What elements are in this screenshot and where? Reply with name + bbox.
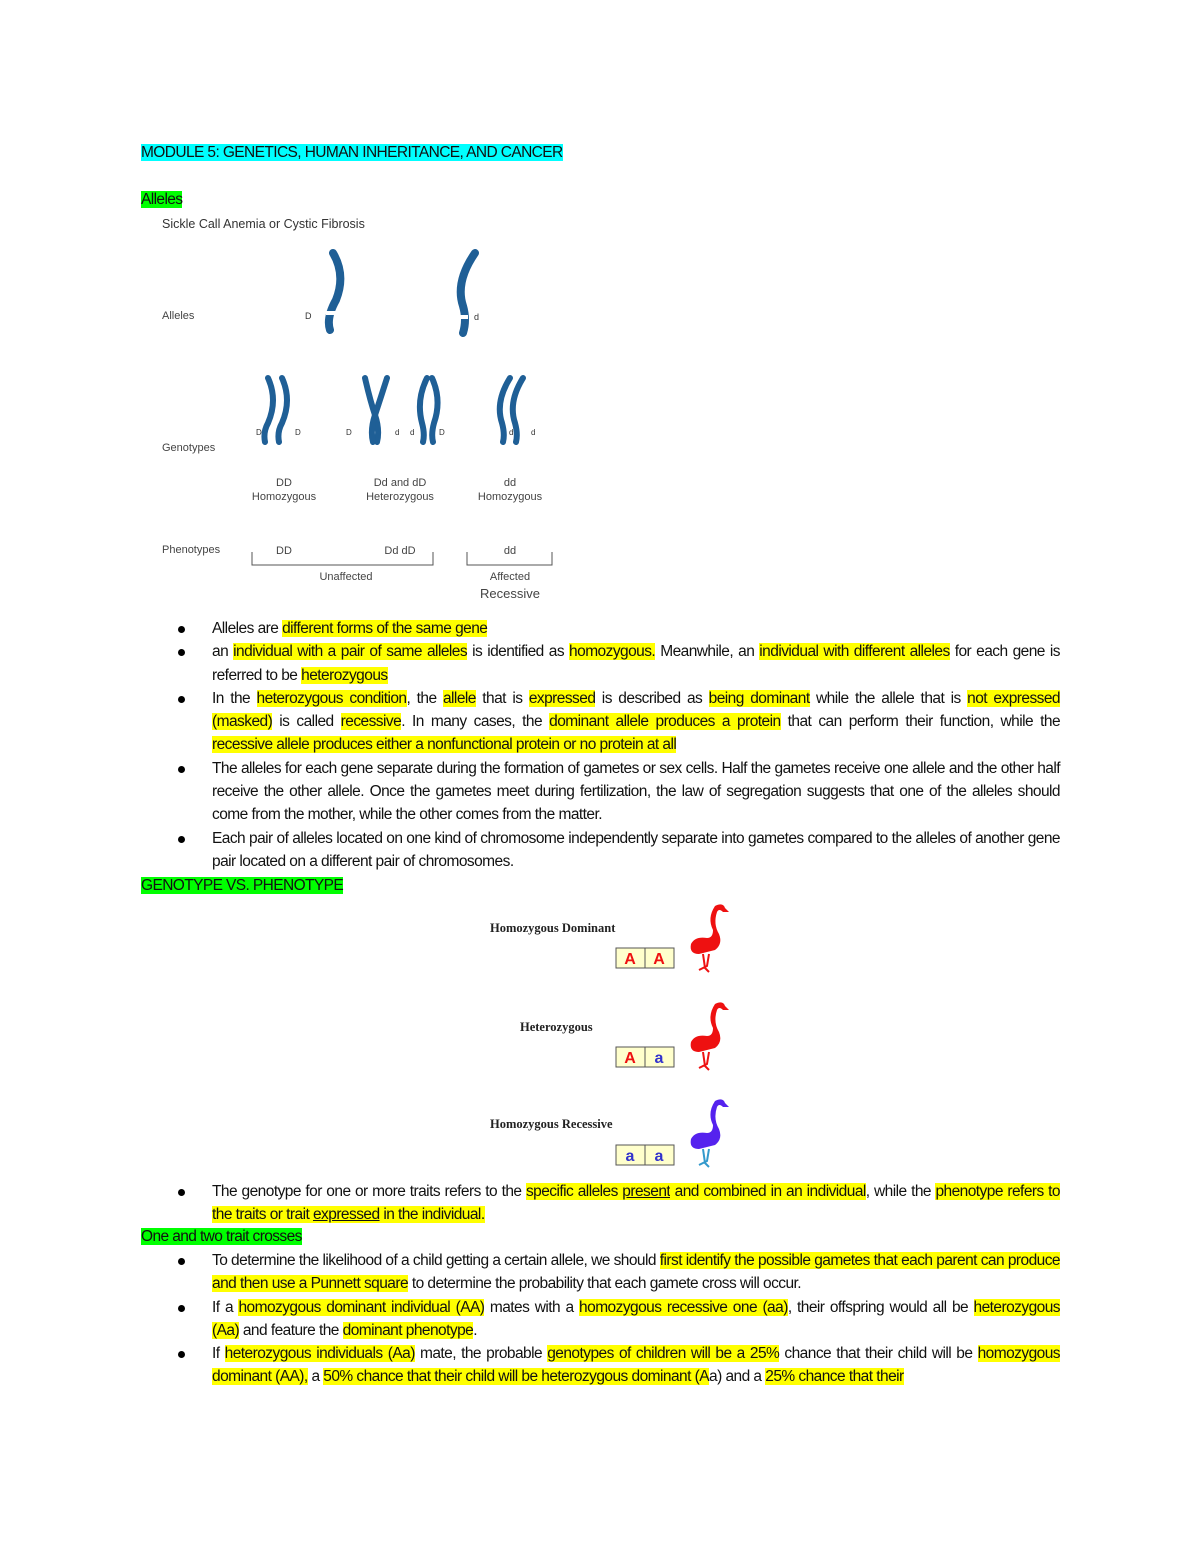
- allele-chromosomes: [329, 253, 475, 333]
- highlighted-text: dominant phenotype: [342, 1321, 474, 1339]
- body-text: . In many cases, the: [401, 713, 550, 731]
- alleles-bullet-list: [170, 617, 1060, 873]
- allele-box-AA: [616, 948, 674, 968]
- recessive-label: Recessive: [480, 586, 540, 601]
- body-text: The genotype for one or more traits refers to the: [212, 1183, 526, 1200]
- body-text: To determine the likelihood of a child getting a certain allele, we should: [212, 1252, 660, 1269]
- highlighted-text: allele: [442, 689, 476, 707]
- figure-title: Sickle Call Anemia or Cystic Fibrosis: [162, 217, 365, 231]
- body-text: is described as: [595, 689, 709, 707]
- highlighted-text: individual with different alleles: [759, 643, 950, 661]
- highlighted-text: expressed: [528, 689, 596, 707]
- genotype-allele-label: D: [295, 428, 301, 437]
- list-item: [170, 1342, 1060, 1389]
- body-text: .: [473, 1321, 477, 1339]
- highlighted-text: being dominant: [708, 689, 810, 707]
- allele-letter: A: [624, 951, 636, 968]
- highlighted-text: homozygous dominant (AA),: [212, 1345, 1060, 1386]
- highlighted-text: homozygous.: [569, 643, 656, 661]
- chromosome-D: [329, 253, 340, 330]
- body-text: chance that their child will be: [779, 1345, 978, 1363]
- body-text: Each pair of alleles located on one kind of chromosome independently separate into gametes compared to the alleles of another gene pair located on a different pair of chromosomes.: [212, 829, 1060, 870]
- phenotype-DD: DD: [276, 545, 292, 557]
- label-homozygous-dominant: Homozygous Dominant: [490, 921, 616, 935]
- flamingo-red-icon: [691, 904, 729, 972]
- genotype-allele-label: D: [346, 428, 352, 437]
- body-text: , their offspring would all be: [787, 1298, 974, 1316]
- body-text: If a: [212, 1298, 239, 1316]
- alleles-figure: [150, 210, 570, 605]
- body-text: The alleles for each gene separate during the formation of gametes or sex cells. Half the gametes receive one allele and the other half receive the other allele. Once the gametes meet during fertilization, the law of segregation suggests that one of the alleles should come from the mother, while the other comes from the matter.: [212, 759, 1060, 824]
- flamingo-red-icon: [691, 1002, 729, 1070]
- allele-letter: A: [624, 1050, 636, 1067]
- label-homozygous-recessive: Homozygous Recessive: [490, 1117, 613, 1131]
- allele-d-label: d: [474, 312, 480, 322]
- label-heterozygous: Heterozygous: [520, 1020, 593, 1034]
- band-marker: [326, 311, 336, 315]
- body-text: a: [307, 1368, 324, 1386]
- highlighted-text: individual with a pair of same alleles: [233, 643, 468, 661]
- section-heading-alleles: Alleles: [141, 191, 183, 208]
- genotype-bullet-list: [170, 1180, 1060, 1227]
- genotype-allele-label: d: [509, 428, 514, 437]
- chromosome: [264, 378, 273, 442]
- list-item: [170, 1180, 1060, 1227]
- genotype-allele-label: d: [395, 428, 400, 437]
- body-text: that can perform their function, while the: [780, 713, 1061, 731]
- genotype-type-heterozygous: Heterozygous: [366, 491, 434, 503]
- list-item: [170, 827, 1060, 874]
- module-title: MODULE 5: GENETICS, HUMAN INHERITANCE, AND CANCER: [141, 144, 563, 161]
- genotype-allele-label: D: [256, 428, 262, 437]
- highlighted-text: dominant allele produces a protein: [549, 713, 781, 731]
- affected-label: Affected: [489, 571, 531, 583]
- body-text: for each gene is referred to be: [212, 643, 1060, 684]
- allele-letter: a: [654, 1050, 664, 1067]
- allele-box-Aa: [616, 1047, 674, 1067]
- list-item: [170, 687, 1060, 757]
- body-text: , the: [406, 689, 443, 707]
- body-text: that is: [475, 689, 529, 707]
- row-label-phenotypes: Phenotypes: [162, 544, 221, 556]
- list-item: [170, 640, 1060, 687]
- list-item: [170, 1296, 1060, 1343]
- band-marker: [458, 315, 468, 319]
- genotype-label-DD: DD: [276, 477, 292, 489]
- list-item: [170, 1249, 1060, 1296]
- genotype-allele-label: D: [439, 428, 445, 437]
- highlighted-text: homozygous recessive one (aa): [579, 1298, 788, 1316]
- body-text: mates with a: [484, 1298, 580, 1316]
- chromosome: [432, 378, 438, 442]
- genotype-type-homozygous: Homozygous: [251, 491, 317, 503]
- section-heading-genotype-phenotype: GENOTYPE VS. PHENOTYPE: [141, 877, 344, 894]
- genotype-label-Dd: Dd and dD: [373, 477, 427, 489]
- chromosome: [278, 378, 287, 442]
- highlighted-text: heterozygous: [301, 666, 388, 684]
- allele-letter: A: [653, 951, 665, 968]
- genotype-type-homozygous: Homozygous: [477, 491, 543, 503]
- list-item: [170, 617, 1060, 640]
- genotype-phenotype-figure: [480, 895, 750, 1175]
- unaffected-label: Unaffected: [319, 571, 373, 583]
- highlighted-text: 50% chance that their child will be heterozygous dominant (A: [323, 1368, 710, 1386]
- body-text: If: [212, 1345, 225, 1363]
- genotype-label-dd: dd: [503, 477, 517, 489]
- phenotype-dd: dd: [503, 545, 517, 557]
- highlighted-text: different forms of the same gene: [282, 620, 488, 637]
- highlighted-text: present: [622, 1183, 671, 1200]
- body-text: an: [212, 643, 234, 661]
- highlighted-text: not expressed (masked): [212, 689, 1060, 731]
- row-label-genotypes: Genotypes: [162, 442, 216, 454]
- body-text: while the allele that is: [809, 689, 968, 707]
- highlighted-text: in the individual.: [379, 1206, 485, 1224]
- body-text: Meanwhile, an: [655, 643, 760, 661]
- allele-letter: a: [625, 1148, 635, 1165]
- flamingo-blue-icon: [691, 1099, 729, 1167]
- highlighted-text: first identify the possible gametes that each parent can produce and then use a Punnett square: [212, 1252, 1061, 1293]
- highlighted-text: heterozygous individuals (Aa): [224, 1345, 415, 1363]
- body-text: is called: [272, 713, 341, 731]
- crosses-bullet-list: [170, 1249, 1060, 1389]
- highlighted-text: phenotype refers to the traits or trait: [212, 1183, 1060, 1224]
- body-text: mate, the probable: [414, 1345, 548, 1363]
- chromosome: [420, 378, 427, 442]
- list-item: [170, 757, 1060, 827]
- highlighted-text: recessive allele produces either a nonfunctional protein or no protein at all: [212, 736, 677, 754]
- highlighted-text: and combined in an individual: [670, 1183, 866, 1200]
- allele-box-aa: [616, 1145, 674, 1165]
- highlighted-text: recessive: [340, 713, 402, 731]
- highlighted-text: heterozygous condition: [256, 689, 407, 707]
- body-text: In the: [212, 689, 257, 707]
- highlighted-text: genotypes of children will be a 25%: [547, 1345, 780, 1363]
- body-text: Alleles are: [212, 620, 283, 637]
- body-text: to determine the probability that each gamete cross will occur.: [408, 1275, 802, 1293]
- phenotype-Dd: Dd dD: [384, 545, 416, 557]
- section-heading-crosses: One and two trait crosses: [141, 1228, 302, 1245]
- highlighted-text: homozygous dominant individual (AA): [238, 1298, 485, 1316]
- genotype-allele-label: d: [410, 428, 415, 437]
- body-text: and feature the: [239, 1321, 343, 1339]
- chromosome: [513, 378, 523, 442]
- genotype-chromosomes: [264, 378, 523, 442]
- genotype-allele-label: d: [531, 428, 536, 437]
- body-text: , while the: [865, 1183, 936, 1200]
- body-text: is identified as: [467, 643, 570, 661]
- highlighted-text: 25% chance that their: [765, 1368, 904, 1386]
- chromosome-d: [461, 253, 475, 333]
- highlighted-text: expressed: [312, 1206, 380, 1224]
- body-text: a) and a: [709, 1368, 766, 1386]
- row-label-alleles: Alleles: [162, 310, 195, 322]
- highlighted-text: heterozygous (Aa): [212, 1298, 1060, 1339]
- highlighted-text: specific alleles: [525, 1183, 623, 1200]
- allele-D-label: D: [305, 311, 312, 321]
- allele-letter: a: [654, 1148, 664, 1165]
